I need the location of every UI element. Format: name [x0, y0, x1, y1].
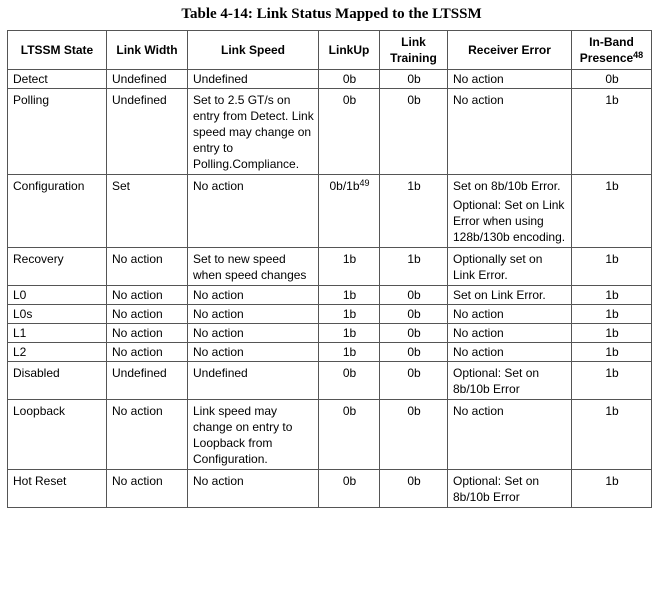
- header-link-training-line1: Link: [401, 35, 426, 49]
- cell-link-speed: Set to 2.5 GT/s on entry from Detect. Link speed may change on entry to Polling.Compliance.: [188, 89, 319, 175]
- cell-linkup: [319, 70, 380, 89]
- cell-in-band-presence: 1b: [572, 89, 652, 175]
- cell-receiver-error: [448, 248, 572, 286]
- cell-in-band-presence: 1b: [572, 470, 652, 508]
- receiver-error-optional-text: Optional: Set on Link Error when using 128b/130b encoding.: [453, 198, 566, 244]
- linkup-value: 1b: [342, 307, 357, 321]
- cell-link-width: No action: [107, 343, 188, 362]
- header-ltssm-state: LTSSM State: [8, 31, 107, 70]
- cell-in-band-presence: 1b: [572, 324, 652, 343]
- table-row: [8, 324, 652, 343]
- receiver-error-text: No action: [453, 404, 504, 418]
- cell-in-band-presence: 1b: [572, 248, 652, 286]
- cell-link-width: Undefined: [107, 70, 188, 89]
- cell-receiver-error: [448, 286, 572, 305]
- receiver-error-text: No action: [453, 72, 504, 86]
- footnote-marker: 49: [359, 178, 370, 188]
- linkup-value: 0b: [342, 72, 357, 86]
- cell-linkup: [319, 324, 380, 343]
- receiver-error-text: No action: [453, 345, 504, 359]
- receiver-error-text: No action: [453, 93, 504, 107]
- linkup-value: 0b: [342, 93, 357, 107]
- cell-link-speed: No action: [188, 343, 319, 362]
- cell-in-band-presence: 1b: [572, 305, 652, 324]
- cell-link-speed: Undefined: [188, 70, 319, 89]
- cell-receiver-error: [448, 343, 572, 362]
- receiver-error-text: Set on Link Error.: [453, 288, 546, 302]
- header-link-width: Link Width: [107, 31, 188, 70]
- cell-link-training: 0b: [380, 400, 448, 470]
- header-presence-line2: Presence$^{48}$: [579, 50, 644, 65]
- cell-link-training: 0b: [380, 470, 448, 508]
- linkup-value: 1b: [342, 326, 357, 340]
- table-row: [8, 362, 652, 400]
- receiver-error-text: No action: [453, 326, 504, 340]
- cell-linkup: [319, 248, 380, 286]
- cell-linkup: [319, 343, 380, 362]
- cell-receiver-error: [448, 175, 572, 248]
- cell-linkup: [319, 286, 380, 305]
- receiver-error-text: No action: [453, 307, 504, 321]
- cell-linkup: [319, 470, 380, 508]
- header-linkup: LinkUp: [319, 31, 380, 70]
- cell-receiver-error: [448, 305, 572, 324]
- cell-ltssm-state: L0s: [8, 305, 107, 324]
- cell-in-band-presence: 1b: [572, 286, 652, 305]
- cell-ltssm-state: L0: [8, 286, 107, 305]
- linkup-value: 0b/1b: [329, 179, 360, 193]
- cell-link-speed: Link speed may change on entry to Loopback from Configuration.: [188, 400, 319, 470]
- cell-link-speed: No action: [188, 470, 319, 508]
- cell-link-training: 0b: [380, 89, 448, 175]
- cell-ltssm-state: Configuration: [8, 175, 107, 248]
- cell-ltssm-state: Hot Reset: [8, 470, 107, 508]
- cell-in-band-presence: 1b: [572, 175, 652, 248]
- cell-in-band-presence: 1b: [572, 343, 652, 362]
- footnote-48: 48: [633, 50, 644, 60]
- table-row: [8, 248, 652, 286]
- cell-ltssm-state: Loopback: [8, 400, 107, 470]
- table-row: [8, 89, 652, 175]
- cell-receiver-error: [448, 89, 572, 175]
- table-row: [8, 400, 652, 470]
- cell-link-width: No action: [107, 400, 188, 470]
- cell-linkup: [319, 400, 380, 470]
- linkup-value: 0b: [342, 474, 357, 488]
- cell-link-width: Set: [107, 175, 188, 248]
- cell-ltssm-state: Recovery: [8, 248, 107, 286]
- header-receiver-error: Receiver Error: [448, 31, 572, 70]
- cell-link-training: 0b: [380, 305, 448, 324]
- cell-link-speed: No action: [188, 324, 319, 343]
- cell-in-band-presence: 1b: [572, 362, 652, 400]
- cell-receiver-error: [448, 400, 572, 470]
- header-in-band-presence: [572, 31, 652, 70]
- linkup-value: 0b: [342, 366, 357, 380]
- cell-receiver-error: [448, 470, 572, 508]
- receiver-error-text: Optionally set on Link Error.: [453, 252, 543, 282]
- cell-receiver-error: [448, 362, 572, 400]
- table-row: [8, 470, 652, 508]
- cell-link-training: 0b: [380, 70, 448, 89]
- cell-link-training: 0b: [380, 343, 448, 362]
- cell-in-band-presence: 1b: [572, 400, 652, 470]
- cell-ltssm-state: Detect: [8, 70, 107, 89]
- cell-link-width: No action: [107, 286, 188, 305]
- cell-receiver-error: [448, 324, 572, 343]
- table-caption: Table 4-14: Link Status Mapped to the LTSSM: [181, 6, 482, 22]
- cell-in-band-presence: 0b: [572, 70, 652, 89]
- table-row: [8, 343, 652, 362]
- cell-link-width: No action: [107, 248, 188, 286]
- cell-link-width: Undefined: [107, 89, 188, 175]
- cell-link-width: No action: [107, 324, 188, 343]
- cell-linkup: [319, 175, 380, 248]
- header-presence-line1: In-Band: [589, 35, 634, 49]
- table-row: [8, 305, 652, 324]
- cell-link-speed: No action: [188, 305, 319, 324]
- cell-receiver-error: [448, 70, 572, 89]
- linkup-value: 0b: [342, 404, 357, 418]
- cell-linkup: [319, 362, 380, 400]
- table-row: [8, 286, 652, 305]
- cell-linkup: [319, 89, 380, 175]
- linkup-value: 1b: [342, 252, 357, 266]
- cell-link-speed: Set to new speed when speed changes: [188, 248, 319, 286]
- table-row: [8, 175, 652, 248]
- ltssm-link-status-table: [7, 30, 652, 508]
- cell-linkup: [319, 305, 380, 324]
- cell-ltssm-state: Disabled: [8, 362, 107, 400]
- cell-ltssm-state: Polling: [8, 89, 107, 175]
- cell-link-speed: No action: [188, 175, 319, 248]
- cell-link-training: 0b: [380, 362, 448, 400]
- cell-link-width: No action: [107, 305, 188, 324]
- header-link-training: [380, 31, 448, 70]
- cell-link-width: No action: [107, 470, 188, 508]
- table-row: [8, 70, 652, 89]
- header-row: [8, 31, 652, 70]
- cell-link-training: 0b: [380, 324, 448, 343]
- receiver-error-text: Optional: Set on 8b/10b Error: [453, 474, 540, 504]
- linkup-value: 1b: [342, 288, 357, 302]
- header-link-training-line2: Training: [390, 51, 437, 65]
- header-link-speed: Link Speed: [188, 31, 319, 70]
- cell-ltssm-state: L2: [8, 343, 107, 362]
- cell-link-speed: Undefined: [188, 362, 319, 400]
- cell-link-speed: No action: [188, 286, 319, 305]
- cell-ltssm-state: L1: [8, 324, 107, 343]
- linkup-value: 1b: [342, 345, 357, 359]
- receiver-error-text: Optional: Set on 8b/10b Error: [453, 366, 540, 396]
- receiver-error-text: Set on 8b/10b Error.: [453, 179, 561, 193]
- cell-link-training: 0b: [380, 286, 448, 305]
- cell-link-training: 1b: [380, 248, 448, 286]
- cell-link-training: 1b: [380, 175, 448, 248]
- cell-link-width: Undefined: [107, 362, 188, 400]
